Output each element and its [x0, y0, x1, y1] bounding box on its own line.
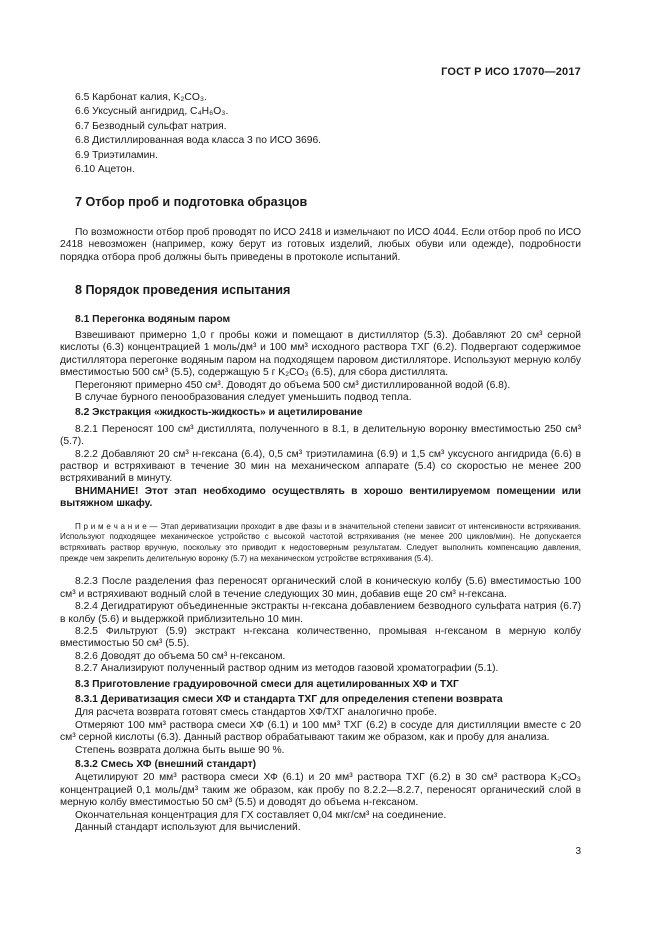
clause-8-2-7: 8.2.7 Анализируют полученный раствор одним из методов газовой хроматографии (5.1).	[75, 663, 499, 675]
list-item: 6.9 Триэтиламин.	[75, 149, 158, 161]
clause-8-2-3: 8.2.3 После разделения фаз переносят органический слой в коническую колбу (5.6) вместимостью 100 см³ и встряхивают водный слой в течение следующих 30 мин, добавив еще 20 см³ н-гексана.	[60, 576, 581, 600]
section-8-heading: 8 Порядок проведения испытания	[75, 283, 291, 298]
subsection-8-3-heading: 8.3 Приготовление градуировочной смеси для ацетилированных ХФ и ТХГ	[75, 678, 459, 690]
clause-8-2-4: 8.2.4 Дегидратируют объединенные экстракты н-гексана добавлением безводного сульфата натрия (6.7) в колбу (5.6) и выдержкой приблизительно 10 мин.	[60, 601, 581, 625]
subsection-8-2-heading: 8.2 Экстракция «жидкость-жидкость» и ацетилирование	[75, 407, 363, 419]
clause-8-2-6: 8.2.6 Доводят до объема 50 см³ н-гексаном.	[75, 650, 286, 662]
standard-header: ГОСТ Р ИСО 17070—2017	[441, 66, 581, 78]
reagent-list	[60, 92, 581, 176]
page-content	[60, 92, 581, 835]
paragraph: Ацетилируют 20 мм³ раствора смеси ХФ (6.1) и 20 мм³ раствора ТХГ (6.2) в 30 см³ раствора K₂CO₃ концентрацией 0,1 моль/дм³ таким же образом, как пробу по 8.2.2—8.2.7, переносят органический слой в мерную колбу вместимостью 50 см³ (5.5) и доводят до объема н-гексаном.	[60, 772, 581, 809]
subsection-8-3-2-heading: 8.3.2 Смесь ХФ (внешний стандарт)	[75, 759, 257, 771]
paragraph: Данный стандарт используют для вычислений.	[75, 822, 301, 834]
list-item: 6.5 Карбонат калия, K₂CO₃.	[75, 92, 207, 103]
subsection-8-3-1-heading: 8.3.1 Дериватизация смеси ХФ и стандарта ТХГ для определения степени возврата	[75, 694, 503, 706]
paragraph: Взвешивают примерно 1,0 г пробы кожи и помещают в дистиллятор (5.3). Добавляют 20 см³ серной кислоты (6.3) концентрацией 1 моль/дм³ и 100 мм³ исходного раствора ТХГ (6.2). Подвергают содержимое дистиллятора перегонке водяным паром на подходящем паровом дистилляторе. Используют мерную колбу вместимостью 500 см³ (5.5), содержащую 5 г K₂CO₃ (6.5), для сбора дистиллята.	[60, 329, 581, 379]
subsection-8-1-heading: 8.1 Перегонка водяным паром	[75, 314, 231, 326]
note-text: П р и м е ч а н и е — Этап дериватизации проходит в две фазы и в значительной степени зависит от интенсивности встряхивания. Используют подходящее механическое устройство с высокой частотой встряхивания (не менее 200 циклов/мин). Не допускается встряхивать раствор вручную, поскольку это приводит к недостоверным результатам. Следует выполнить компенсацию давления, прежде чем закрепить делительную воронку (5.7) на механическом устройстве встряхивания (5.4).	[60, 521, 581, 563]
paragraph: Перегоняют примерно 450 см³. Доводят до объема 500 см³ дистиллированной водой (6.8).	[75, 379, 511, 391]
clause-8-2-1: 8.2.1 Переносят 100 см³ дистиллята, полученного в 8.1, в делительную воронку вместимостью 250 см³ (5.7).	[60, 423, 581, 448]
paragraph: Окончательная концентрация для ГХ составляет 0,04 мкг/см³ на соединение.	[75, 809, 447, 821]
clause-8-2-5: 8.2.5 Фильтруют (5.9) экстракт н-гексана количественно, промывая н-гексаном в мерную колбу вместимостью 50 см³ (5.5).	[60, 626, 581, 650]
paragraph: Отмеряют 100 мм³ раствора смеси ХФ (6.1) и 100 мм³ ТХГ (6.2) в сосуде для дистилляции вместе с 20 см³ серной кислоты (6.3). Данный раствор обрабатывают таким же образом, как и пробу для анализа.	[60, 719, 581, 744]
paragraph: В случае бурного пенообразования следует уменьшить подвод тепла.	[75, 391, 412, 403]
section-7-heading: 7 Отбор проб и подготовка образцов	[75, 195, 308, 210]
list-item: 6.6 Уксусный ангидрид, C₄H₆O₃.	[75, 106, 229, 118]
section-7-paragraph: По возможности отбор проб проводят по ИСО 2418 и измельчают по ИСО 4044. Если отбор проб по ИСО 2418 невозможен (например, кожу берут из готовых изделий, любых обуви или одежде), подробности порядка отбора проб должны быть приведены в протоколе испытаний.	[60, 226, 582, 263]
paragraph: Степень возврата должна быть выше 90 %.	[75, 744, 285, 756]
page-number: 3	[575, 846, 581, 857]
warning-text: ВНИМАНИЕ! Этот этап необходимо осуществлять в хорошо вентилируемом помещении или вытяжном шкафу.	[60, 485, 581, 510]
list-item: 6.7 Безводный сульфат натрия.	[75, 120, 227, 132]
list-item: 6.8 Дистиллированная вода класса 3 по ИСО 3696.	[75, 135, 322, 147]
paragraph: Для расчета возврата готовят смесь стандартов ХФ/ТХГ аналогично пробе.	[75, 707, 438, 719]
list-item: 6.10 Ацетон.	[75, 164, 135, 176]
clause-8-2-2: 8.2.2 Добавляют 20 см³ н-гексана (6.4), 0,5 см³ триэтиламина (6.9) и 1,5 см³ уксусного ангидрида (6.6) в раствор и встряхивают в течение 30 мин на механическом аппарате (5.4) со скоростью не менее 200 встряхиваний в минуту.	[60, 448, 581, 485]
